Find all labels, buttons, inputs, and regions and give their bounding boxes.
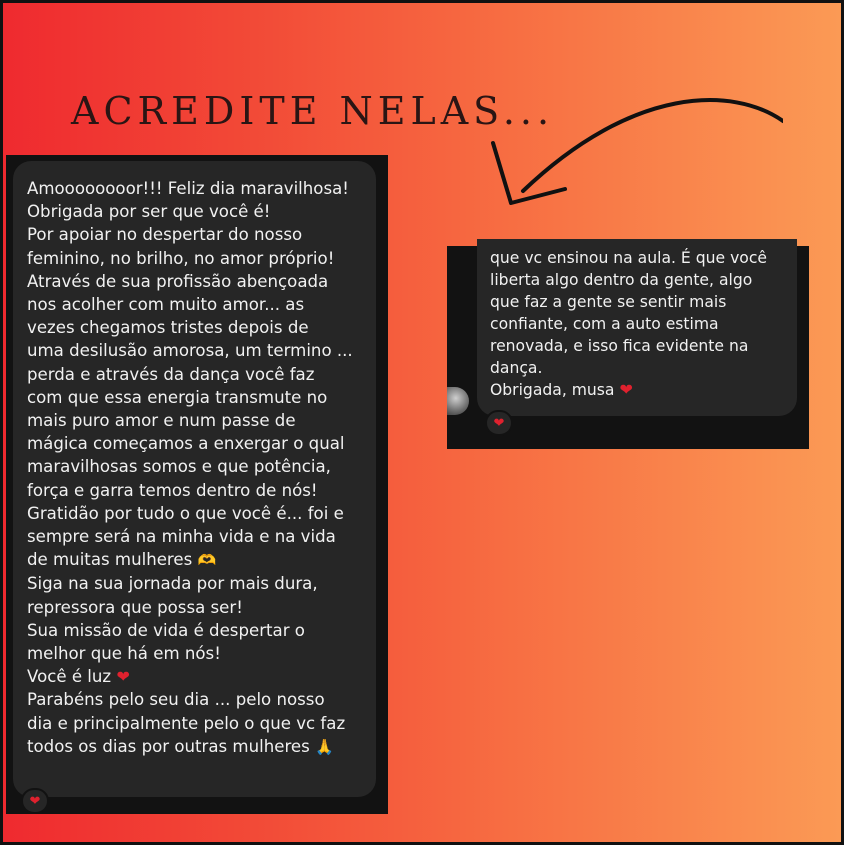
message-text: todos os dias por outras mulheres — [27, 736, 310, 756]
right-message-bubble — [477, 239, 797, 416]
message-line: força e garra temos dentro de nós! — [27, 480, 318, 500]
headline: ACREDITE NELAS... — [71, 89, 555, 133]
message-line: melhor que há em nós! — [27, 644, 221, 664]
heart-icon: ❤ — [493, 415, 505, 431]
message-line: dia e principalmente pelo o que vc faz — [27, 713, 346, 733]
message-line: Parabéns pelo seu dia ... pelo nosso — [27, 690, 325, 710]
message-line: nos acolher com muito amor... as — [27, 295, 305, 315]
message-line: mágica começamos a enxergar o qual — [27, 434, 345, 454]
heart-reaction[interactable] — [21, 788, 49, 814]
message-line: vezes chegamos tristes depois de — [27, 318, 309, 338]
message-line: que vc ensinou na aula. É que você — [490, 249, 768, 267]
heart-icon: ❤ — [29, 793, 41, 809]
message-line: mais puro amor e num passe de — [27, 411, 296, 431]
left-message-bubble — [13, 161, 376, 797]
message-line: Amoooooooor!!! Feliz dia maravilhosa! — [27, 179, 349, 198]
message-line: Gratidão por tudo o que você é... foi e — [27, 503, 344, 523]
message-text: de muitas mulheres — [27, 550, 193, 570]
message-line: dança. — [490, 359, 543, 377]
message-text: Obrigada, musa — [490, 381, 615, 399]
message-line: Obrigada por ser que você é! — [27, 202, 271, 222]
message-line — [27, 735, 366, 759]
message-line: feminino, no brilho, no amor próprio! — [27, 248, 335, 268]
message-line: repressora que possa ser! — [27, 597, 243, 617]
message-line: maravilhosas somos e que potência, — [27, 457, 331, 477]
message-line: que faz a gente se sentir mais — [490, 293, 727, 311]
message-line: Por apoiar no despertar do nosso — [27, 225, 303, 245]
message-line: renovada, e isso fica evidente na — [490, 337, 749, 355]
message-line: Sua missão de vida é despertar o — [27, 620, 305, 640]
message-line: perda e através da dança você faz — [27, 364, 315, 384]
message-line — [27, 548, 366, 572]
message-line: Siga na sua jornada por mais dura, — [27, 574, 318, 594]
heart-icon: ❤ — [619, 380, 633, 399]
heart-hands-icon: 🫶 — [197, 551, 217, 570]
message-line: liberta algo dentro da gente, algo — [490, 271, 753, 289]
heart-icon: ❤ — [116, 667, 130, 687]
message-line: com que essa energia transmute no — [27, 387, 328, 407]
message-text: Você é luz — [27, 667, 112, 687]
message-line: Através de sua profissão abençoada — [27, 271, 329, 291]
message-line: uma desilusão amorosa, um termino ... — [27, 341, 353, 361]
praying-hands-icon: 🙏 — [315, 737, 334, 756]
message-line: confiante, com a auto estima — [490, 315, 719, 333]
message-line: sempre será na minha vida e na vida — [27, 527, 336, 547]
curved-arrow-icon — [483, 91, 783, 221]
message-line — [27, 665, 366, 688]
heart-reaction[interactable] — [485, 410, 513, 436]
message-line — [490, 379, 787, 401]
